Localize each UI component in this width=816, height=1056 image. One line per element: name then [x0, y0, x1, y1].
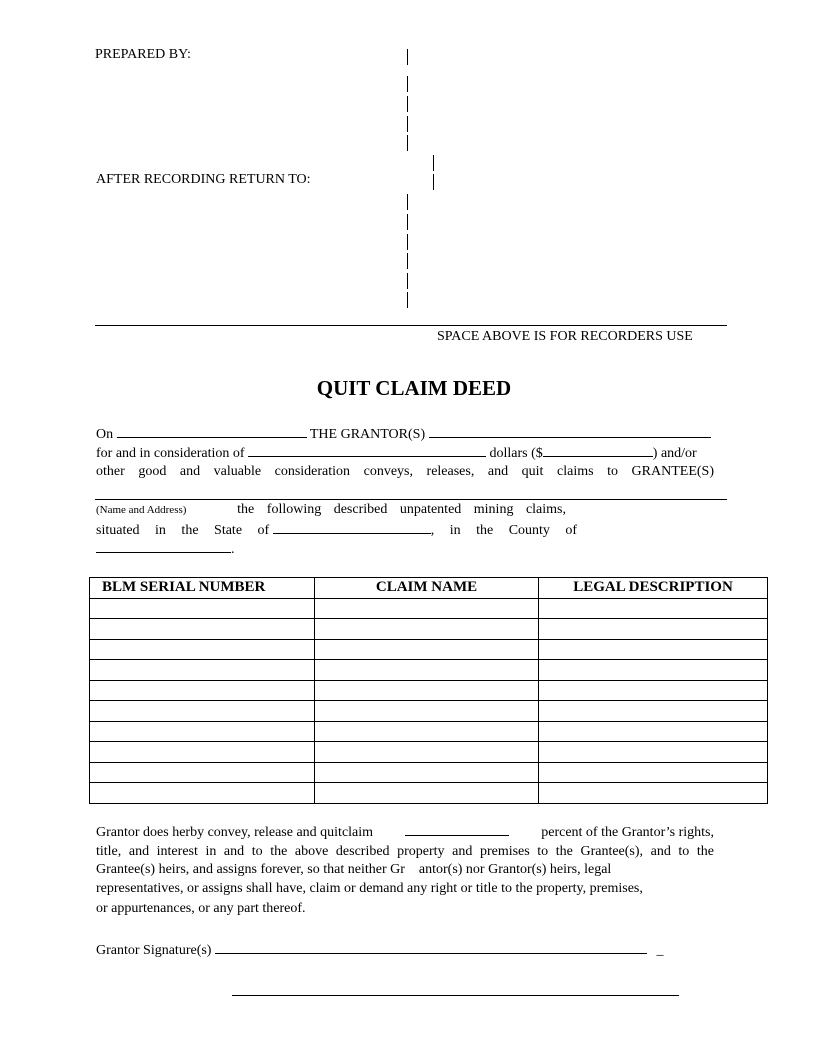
county-label: , in the County of	[430, 523, 578, 538]
conveyance-line-2: title, and interest in and to the above described property and premises to the Grantee(s), and to the	[96, 844, 714, 859]
date-field[interactable]	[117, 425, 307, 438]
legal-description-cell[interactable]	[539, 598, 768, 619]
table-row	[90, 701, 768, 722]
state-county-line	[96, 521, 577, 539]
legal-description-cell[interactable]	[539, 721, 768, 742]
grantor-signature-field[interactable]	[215, 941, 647, 954]
blm-serial-number-cell[interactable]	[90, 598, 315, 619]
on-label: On	[96, 427, 114, 442]
table-row	[90, 639, 768, 660]
claim-name-cell[interactable]	[315, 598, 539, 619]
conveyance-line-3: Grantee(s) heirs, and assigns forever, so that neither Gr antor(s) nor Grantor(s) heirs, legal	[96, 862, 612, 877]
legal-description-cell[interactable]	[539, 783, 768, 804]
conveyance-line-4: representatives, or assigns shall have, claim or demand any right or title to the property, premises,	[96, 881, 643, 896]
name-address-caption: (Name and Address)	[96, 504, 187, 516]
conveys-line: other good and valuable consideration conveys, releases, and quit claims to GRANTEE(S)	[96, 464, 714, 479]
claim-name-header: CLAIM NAME	[315, 578, 539, 599]
claim-name-cell[interactable]	[315, 619, 539, 640]
legal-description-cell[interactable]	[539, 619, 768, 640]
recorder-divider	[95, 325, 727, 326]
the-grantor-label: THE GRANTOR(S)	[309, 427, 426, 442]
claim-name-cell[interactable]	[315, 701, 539, 722]
dollars-label: dollars ($	[489, 446, 543, 461]
claim-name-cell[interactable]	[315, 660, 539, 681]
mining-claims-table	[89, 577, 768, 804]
after-recording-label: AFTER RECORDING RETURN TO:	[96, 172, 311, 187]
consideration-amount-field[interactable]	[543, 444, 653, 457]
grantor-name-field[interactable]	[429, 425, 711, 438]
blm-serial-number-cell[interactable]	[90, 680, 315, 701]
conveyance-start: Grantor does herby convey, release and quitclaim	[96, 825, 374, 840]
and-or-label: ) and/or	[652, 446, 697, 461]
prepared-by-label: PREPARED BY:	[95, 47, 191, 62]
table-row	[90, 619, 768, 640]
blm-serial-number-header: BLM SERIAL NUMBER	[90, 578, 315, 599]
consideration-amount-words-field[interactable]	[248, 444, 486, 457]
conveyance-after-blank: percent of the Grantor’s rights,	[541, 825, 714, 840]
signature-trailing-mark: _	[656, 943, 664, 958]
table-row	[90, 660, 768, 681]
grantor-signature-label: Grantor Signature(s)	[96, 943, 212, 958]
conveyance-line-5: or appurtenances, or any part thereof.	[96, 901, 306, 916]
situated-label: situated in the State of	[96, 523, 270, 538]
grantor-line	[96, 425, 711, 443]
document-title: QUIT CLAIM DEED	[316, 376, 512, 400]
legal-description-cell[interactable]	[539, 701, 768, 722]
table-row	[90, 598, 768, 619]
table-row	[90, 680, 768, 701]
blm-serial-number-cell[interactable]	[90, 783, 315, 804]
claims-intro-line	[96, 502, 566, 518]
consideration-line	[96, 444, 697, 462]
table-header-row	[90, 578, 768, 599]
blm-serial-number-cell[interactable]	[90, 660, 315, 681]
blm-serial-number-cell[interactable]	[90, 639, 315, 660]
legal-description-header: LEGAL DESCRIPTION	[539, 578, 768, 599]
state-field[interactable]	[273, 521, 431, 534]
claim-name-cell[interactable]	[315, 680, 539, 701]
legal-description-cell[interactable]	[539, 660, 768, 681]
grantee-name-field[interactable]	[95, 499, 727, 500]
described-claims-text: the following described unpatented mining claims,	[237, 502, 566, 517]
blm-serial-number-cell[interactable]	[90, 762, 315, 783]
claim-name-cell[interactable]	[315, 742, 539, 763]
blm-serial-number-cell[interactable]	[90, 701, 315, 722]
recorders-use-note: SPACE ABOVE IS FOR RECORDERS USE	[437, 329, 693, 344]
legal-description-cell[interactable]	[539, 742, 768, 763]
county-field[interactable]	[96, 540, 231, 553]
blm-serial-number-cell[interactable]	[90, 742, 315, 763]
blm-serial-number-cell[interactable]	[90, 619, 315, 640]
legal-description-cell[interactable]	[539, 639, 768, 660]
second-signature-field[interactable]	[232, 995, 679, 996]
claim-name-cell[interactable]	[315, 783, 539, 804]
table-row	[90, 721, 768, 742]
blm-serial-number-cell[interactable]	[90, 721, 315, 742]
table-row	[90, 742, 768, 763]
signature-line	[96, 941, 663, 959]
period: .	[231, 542, 235, 557]
claim-name-cell[interactable]	[315, 762, 539, 783]
claim-name-cell[interactable]	[315, 639, 539, 660]
consideration-label: for and in consideration of	[96, 446, 245, 461]
legal-description-cell[interactable]	[539, 762, 768, 783]
county-line	[96, 540, 235, 558]
claim-name-cell[interactable]	[315, 721, 539, 742]
table-row	[90, 783, 768, 804]
percent-field[interactable]	[405, 823, 509, 836]
table-row	[90, 762, 768, 783]
conveyance-line-1	[96, 823, 714, 841]
legal-description-cell[interactable]	[539, 680, 768, 701]
